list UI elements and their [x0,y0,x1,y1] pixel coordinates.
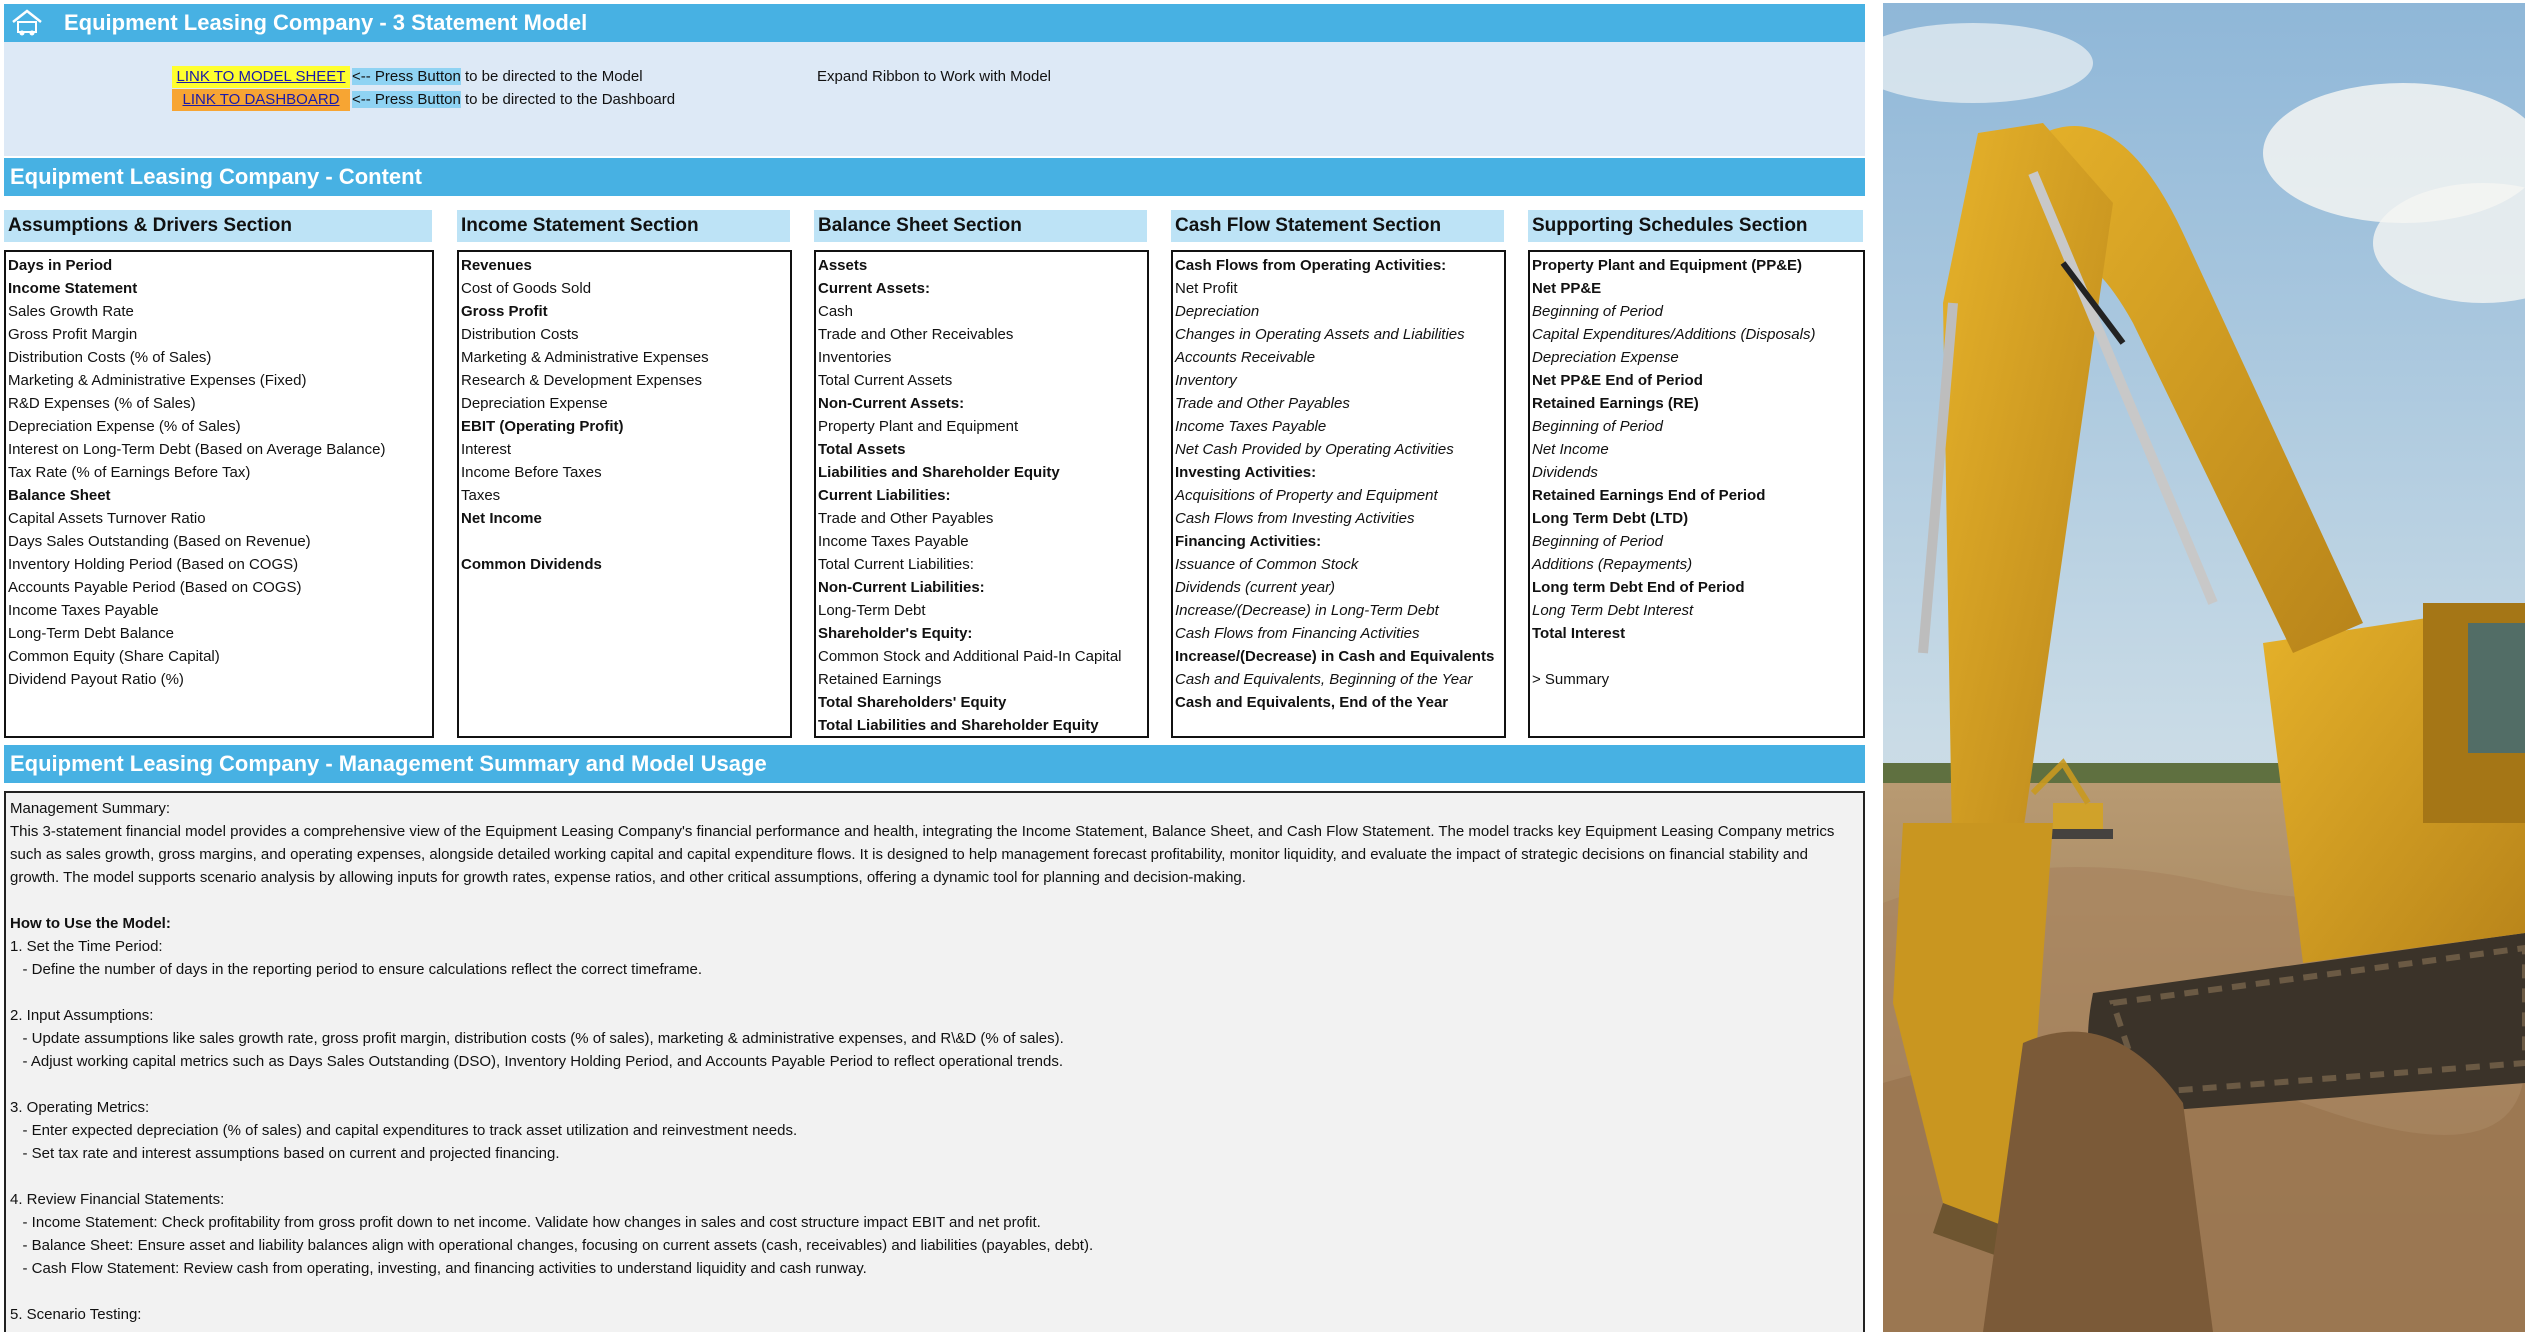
section-item: Days Sales Outstanding (Based on Revenue) [8,533,311,550]
section-item: Cash Flows from Financing Activities [1175,625,1420,642]
section-item: Cost of Goods Sold [461,280,592,297]
section-item: Liabilities and Shareholder Equity [818,464,1060,481]
section-item: Shareholder's Equity: [818,625,973,642]
section-item: Retained Earnings [818,671,942,688]
content-title-bar [4,158,1865,196]
assumptions-section-header: Assumptions & Drivers Section [4,210,432,242]
section-item: Capital Assets Turnover Ratio [8,510,206,527]
management-summary-box [4,791,1865,1332]
section-item: Total Current Assets [818,372,953,389]
summary-line: - Income Statement: Check profitability from gross profit down to net income. Validate how changes in sales and cost structure impact EBIT and net profit. [10,1214,1041,1231]
section-item: Research & Development Expenses [461,372,702,389]
section-item: Tax Rate (% of Earnings Before Tax) [8,464,251,481]
section-item: Beginning of Period [1532,418,1663,435]
section-item: Beginning of Period [1532,533,1663,550]
summary-line: - Cash Flow Statement: Review cash from operating, investing, and financing activities to understand liquidity and cash runway. [10,1260,867,1277]
section-item: Net Income [461,510,542,527]
balance-sheet-section-list [816,252,1147,737]
summary-line: such as sales growth, gross margins, and operating expenses, alongside detailed working capital and capital expenditure flows. It is designed to help management forecast profitability, monitor liquidity, and evaluate the impact of strategic decisions on financial stability and [10,846,1808,863]
section-item: Current Assets: [818,280,930,297]
summary-line: 2. Input Assumptions: [10,1007,154,1024]
section-item: Additions (Repayments) [1532,556,1693,573]
section-item: Depreciation [1175,303,1260,320]
section-item: Retained Earnings End of Period [1532,487,1766,504]
cash-flow-section-box [1171,250,1506,738]
section-item: Dividends [1532,464,1598,481]
link-to-dashboard-button[interactable]: LINK TO DASHBOARD [172,89,350,111]
section-item: Sales Growth Rate [8,303,134,320]
section-item: Property Plant and Equipment [818,418,1019,435]
balance-sheet-section-box [814,250,1149,738]
summary-line: How to Use the Model: [10,915,171,932]
section-item: Cash and Equivalents, Beginning of the Year [1175,671,1473,688]
section-item: Dividends (current year) [1175,579,1336,596]
summary-blank-line [10,1165,1859,1188]
management-summary-title-bar [4,745,1865,783]
section-item: Gross Profit [461,303,548,320]
press-button-arrow-text: <-- Press Button [352,68,461,85]
content-title: Equipment Leasing Company - Content [10,164,422,189]
section-item: Increase/(Decrease) in Long-Term Debt [1175,602,1439,619]
section-item: Revenues [461,257,532,274]
model-link-note [352,66,643,88]
summary-line: 5. Scenario Testing: [10,1306,142,1323]
summary-blank-line [10,1073,1859,1096]
section-item: Changes in Operating Assets and Liabilities [1175,326,1465,343]
summary-line: - Enter expected depreciation (% of sales) and capital expenditures to track asset utilization and reinvestment needs. [10,1122,798,1139]
section-item: Gross Profit Margin [8,326,138,343]
summary-blank-line [10,889,1859,912]
summary-line: growth. The model supports scenario analysis by allowing inputs for growth rates, expense ratios, and other critical assumptions, offering a dynamic tool for planning and decision-making. [10,869,1246,886]
summary-line: 4. Review Financial Statements: [10,1191,225,1208]
section-item: Total Assets [818,441,906,458]
section-item: Total Shareholders' Equity [818,694,1007,711]
section-item: Long Term Debt Interest [1532,602,1694,619]
section-item: Assets [818,257,868,274]
cash-flow-section-header: Cash Flow Statement Section [1171,210,1504,242]
section-item: Depreciation Expense [461,395,608,412]
section-item: Cash Flows from Operating Activities: [1175,257,1447,274]
section-item: Taxes [461,487,501,504]
summary-line: 1. Set the Time Period: [10,938,163,955]
assumptions-section-list [6,252,432,691]
section-item: Net PP&E [1532,280,1602,297]
title-bar [4,4,1865,42]
section-item: Net Profit [1175,280,1238,297]
section-item: Income Taxes Payable [818,533,969,550]
section-item: Income Before Taxes [461,464,602,481]
section-item [1532,645,1863,668]
section-item: Increase/(Decrease) in Cash and Equivalents [1175,648,1495,665]
section-item: Inventory Holding Period (Based on COGS) [8,556,299,573]
section-item: Common Equity (Share Capital) [8,648,220,665]
section-item: > Summary [1532,671,1610,688]
section-item: Long term Debt End of Period [1532,579,1745,596]
section-item: Long-Term Debt Balance [8,625,174,642]
summary-line: - Update assumptions like sales growth rate, gross profit margin, distribution costs (% of sales), marketing & administrative expenses, and R\&D (% of sales). [10,1030,1064,1047]
section-item: R&D Expenses (% of Sales) [8,395,196,412]
section-item: Net PP&E End of Period [1532,372,1703,389]
section-item: Retained Earnings (RE) [1532,395,1699,412]
section-item: Non-Current Assets: [818,395,965,412]
cash-flow-section-list [1173,252,1504,714]
section-item: Total Current Liabilities: [818,556,974,573]
summary-blank-line [10,981,1859,1004]
section-item: Capital Expenditures/Additions (Disposals) [1532,326,1816,343]
assumptions-section-box [4,250,434,738]
dashboard-link-note-text: to be directed to the Dashboard [460,91,676,108]
summary-line: - Set tax rate and interest assumptions based on current and projected financing. [10,1145,560,1162]
section-item: Non-Current Liabilities: [818,579,985,596]
section-item: Trade and Other Receivables [818,326,1014,343]
summary-line: - Adjust working capital metrics such as Days Sales Outstanding (DSO), Inventory Holding Period, and Accounts Payable Period to reflect operational trends. [10,1053,1064,1070]
section-item: Depreciation Expense (% of Sales) [8,418,241,435]
balance-sheet-section-header: Balance Sheet Section [814,210,1147,242]
section-item: Days in Period [8,257,113,274]
section-item: Interest on Long-Term Debt (Based on Average Balance) [8,441,386,458]
model-link-note-text: to be directed to the Model [460,68,643,85]
section-item: Long Term Debt (LTD) [1532,510,1689,527]
section-item: Trade and Other Payables [818,510,994,527]
section-item: Long-Term Debt [818,602,926,619]
section-item: Accounts Receivable [1175,349,1316,366]
section-item: Depreciation Expense [1532,349,1679,366]
section-item: Inventory [1175,372,1237,389]
page-title: Equipment Leasing Company - 3 Statement Model [64,10,588,35]
section-item: Current Liabilities: [818,487,951,504]
section-item: Cash Flows from Investing Activities [1175,510,1415,527]
section-item: Financing Activities: [1175,533,1322,550]
income-statement-section-header: Income Statement Section [457,210,790,242]
section-item: Cash and Equivalents, End of the Year [1175,694,1449,711]
press-button-arrow-text: <-- Press Button [352,91,461,108]
supporting-schedules-section-box [1528,250,1865,738]
section-item: Property Plant and Equipment (PP&E) [1532,257,1803,274]
section-item: Income Taxes Payable [8,602,159,619]
income-statement-section-list [459,252,790,576]
link-to-model-sheet-button[interactable]: LINK TO MODEL SHEET [172,66,350,88]
excavator-photo [1883,3,2525,1332]
section-item: EBIT (Operating Profit) [461,418,624,435]
section-item: Income Statement [8,280,138,297]
supporting-schedules-section-list [1530,252,1863,691]
section-item: Beginning of Period [1532,303,1663,320]
section-item: Accounts Payable Period (Based on COGS) [8,579,302,596]
section-item: Interest [461,441,512,458]
summary-line: - Balance Sheet: Ensure asset and liability balances align with operational changes, focusing on current assets (cash, receivables) and liabilities (payables, debt). [10,1237,1094,1254]
management-summary-title: Equipment Leasing Company - Management Summary and Model Usage [10,751,767,776]
navigation-panel [4,42,1865,156]
section-item: Common Dividends [461,556,602,573]
section-item: Net Cash Provided by Operating Activities [1175,441,1454,458]
section-item: Acquisitions of Property and Equipment [1175,487,1438,504]
dashboard-link-note [352,89,675,111]
summary-line: - Define the number of days in the reporting period to ensure calculations reflect the correct timeframe. [10,961,703,978]
section-item: Dividend Payout Ratio (%) [8,671,184,688]
summary-line: Management Summary: [10,800,171,817]
section-item: Issuance of Common Stock [1175,556,1359,573]
section-item: Net Income [1532,441,1609,458]
section-item: Cash [818,303,854,320]
summary-line: This 3-statement financial model provides a comprehensive view of the Equipment Leasing Company's financial performance and health, integrating the Income Statement, Balance Sheet, and Cash Flow Statement. The model tracks key Equipment Leasing Company metrics [10,823,1835,840]
section-item [461,530,790,553]
summary-line: 3. Operating Metrics: [10,1099,150,1116]
section-item: Total Interest [1532,625,1626,642]
supporting-schedules-section-header: Supporting Schedules Section [1528,210,1863,242]
section-item: Distribution Costs [461,326,579,343]
section-item: Total Liabilities and Shareholder Equity [818,717,1099,734]
section-item: Common Stock and Additional Paid-In Capital [818,648,1122,665]
summary-blank-line [10,1280,1859,1303]
section-item: Marketing & Administrative Expenses [461,349,709,366]
ribbon-note: Expand Ribbon to Work with Model [817,68,1052,85]
section-item: Trade and Other Payables [1175,395,1350,412]
section-item: Balance Sheet [8,487,111,504]
section-item: Inventories [818,349,892,366]
home-truck-icon [10,8,44,38]
section-item: Investing Activities: [1175,464,1317,481]
section-item: Income Taxes Payable [1175,418,1327,435]
section-item: Distribution Costs (% of Sales) [8,349,212,366]
income-statement-section-box [457,250,792,738]
section-item: Marketing & Administrative Expenses (Fixed) [8,372,307,389]
